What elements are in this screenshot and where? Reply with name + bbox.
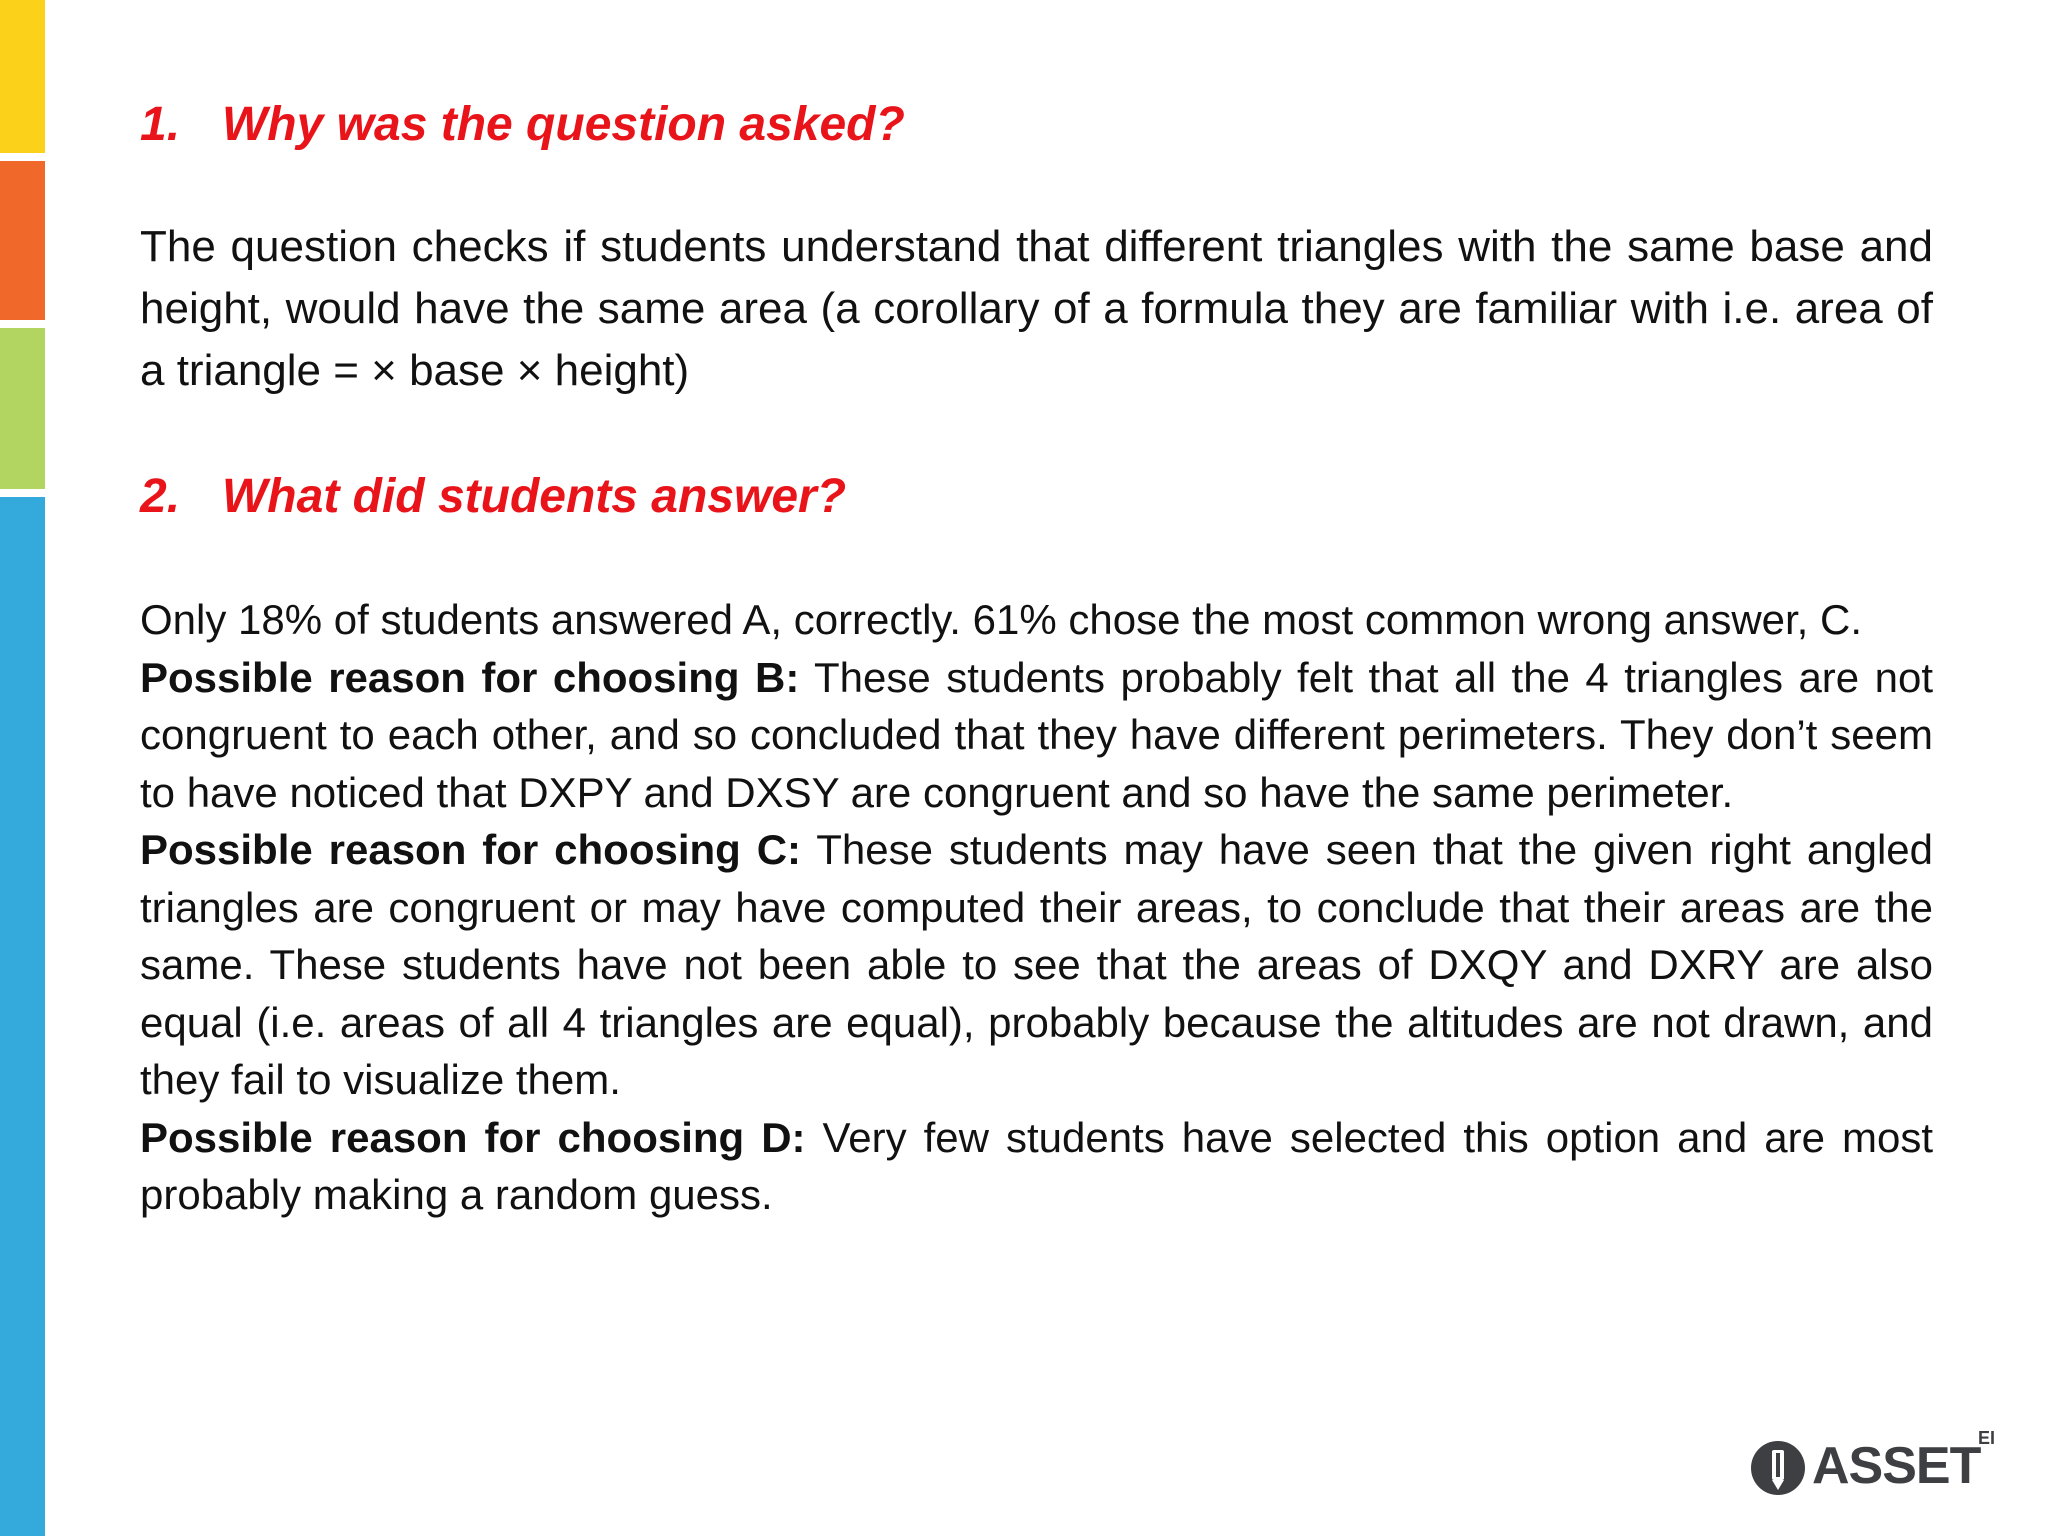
reason-b (140, 649, 1933, 822)
logo-superscript: EI (1978, 1428, 1996, 1448)
accent-bar-blue (0, 497, 45, 1536)
logo-text: ASSET (1812, 1437, 1981, 1495)
reason-c-label: Possible reason for choosing C: (140, 826, 802, 874)
section1-body: The question checks if students understand that different triangles with the same base and height, would have the same area (a corollary of a formula they are familiar with i.e. area of a triangle = × base × height) (140, 221, 1933, 395)
slide-content (140, 96, 1933, 1224)
reason-d-text: Very few students have selected this option and are most probably making a random guess. (140, 1113, 1934, 1219)
accent-bar-yellow (0, 0, 45, 153)
reason-d (140, 1109, 1933, 1224)
section1-title: Why was the question asked? (222, 98, 905, 151)
section1-number: 1. (140, 98, 181, 151)
reason-b-label: Possible reason for choosing B: (140, 653, 800, 701)
asset-logo (1750, 1426, 2010, 1504)
section2-intro: Only 18% of students answered A, correctly. 61% chose the most common wrong answer, C. (140, 596, 1863, 644)
section2-body (140, 591, 1933, 1224)
reason-b-text: These students probably felt that all the 4 triangles are not congruent to each other, and so concluded that they have different perimeters. They don’t seem to have noticed that DXPY and DXSY are congruent and so have the same perimeter. (140, 653, 1933, 816)
section1-heading (140, 96, 1933, 154)
section2-title: What did students answer? (222, 469, 847, 523)
accent-bar-green (0, 328, 45, 489)
accent-bar-orange (0, 161, 45, 320)
pencil-circle-icon (1750, 1440, 1806, 1496)
section2-heading (140, 468, 1933, 526)
reason-c (140, 821, 1933, 1109)
reason-d-label: Possible reason for choosing D: (140, 1113, 806, 1161)
section2-number: 2. (140, 469, 181, 523)
reason-c-text: These students may have seen that the given right angled triangles are congruent or may have computed their areas, to conclude that their areas are the same. These students have not been able to see that the areas of DXQY and DXRY are also equal (i.e. areas of all 4 triangles are equal), probably because the altitudes are not drawn, and they fail to visualize them. (140, 826, 1933, 1104)
